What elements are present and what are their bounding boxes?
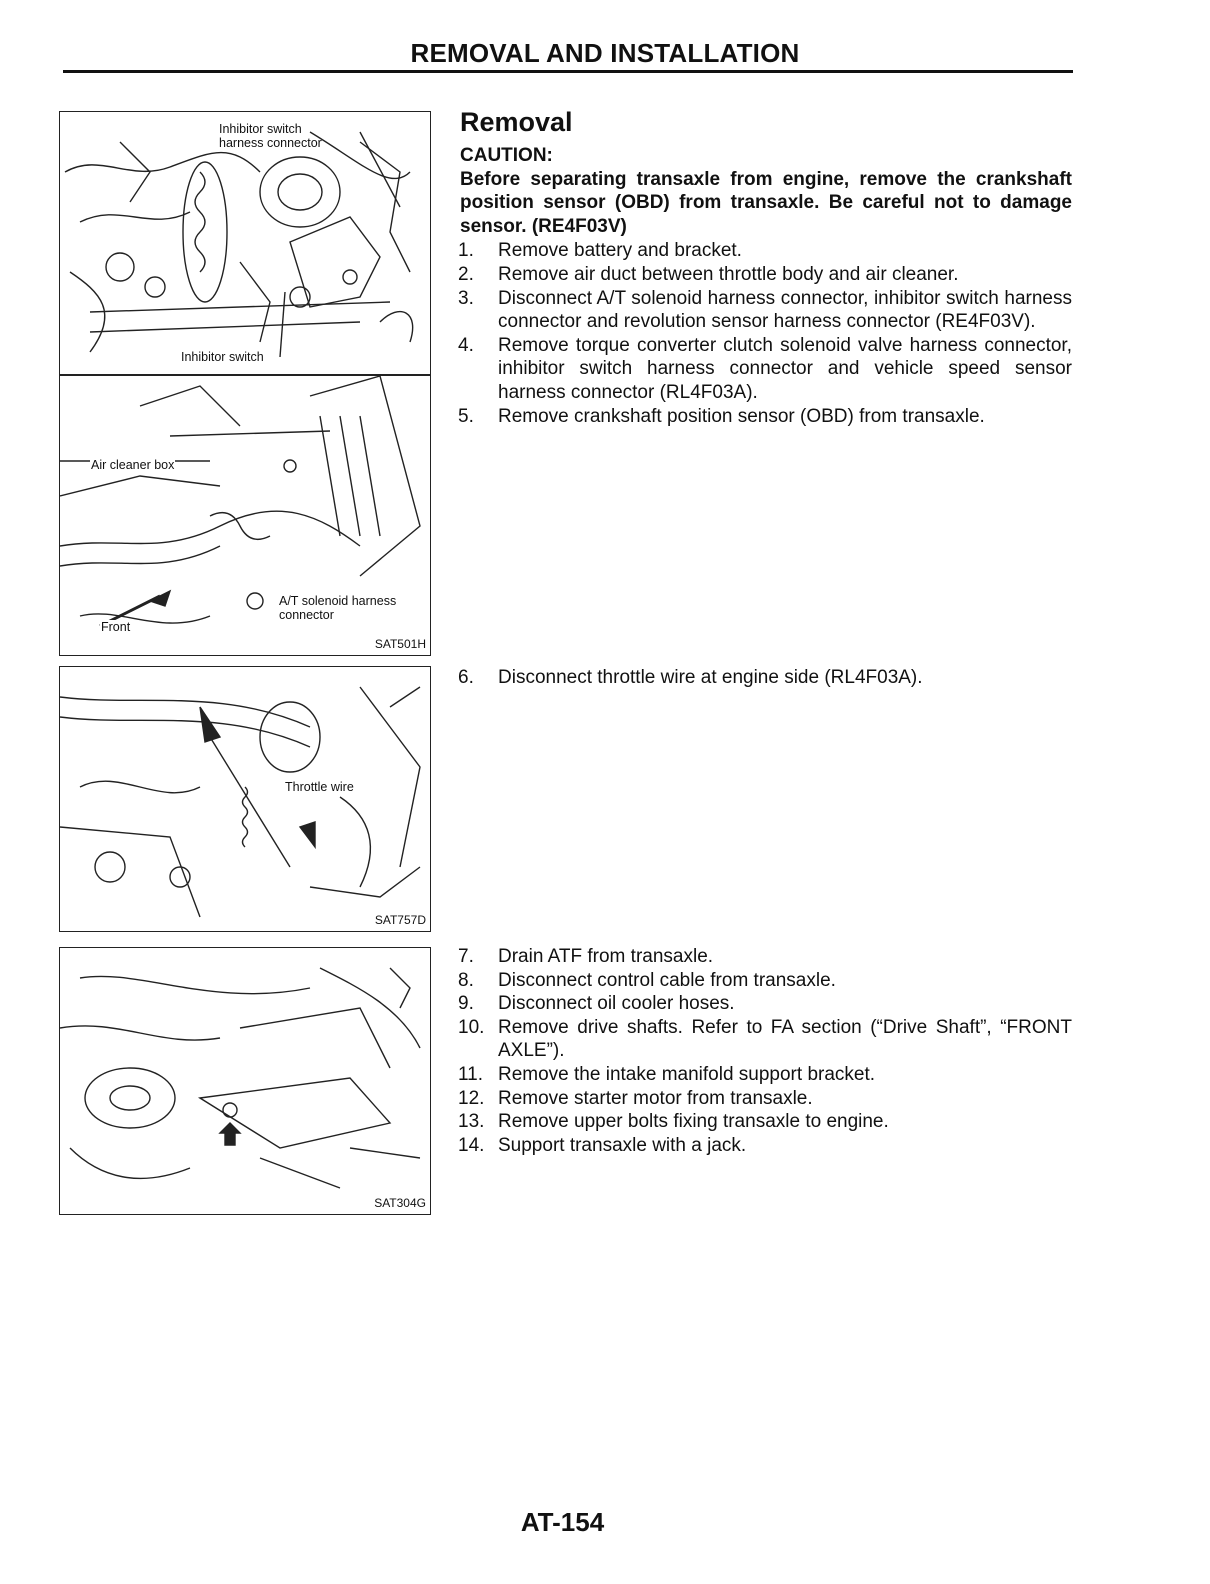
figure-sat757d	[59, 666, 431, 932]
drain-steps-section	[460, 945, 1072, 1157]
list-item: 4. Remove torque converter clutch solenoid valve harness connector, inhibitor switch harness connector and vehicle speed sensor harness connector (RL4F03A).	[458, 334, 1072, 403]
label-inhibitor-switch: Inhibitor switch	[181, 350, 264, 364]
steps-list-1	[460, 239, 1072, 428]
list-item: 12. Remove starter motor from transaxle.	[458, 1087, 813, 1109]
list-item: 7. Drain ATF from transaxle.	[458, 946, 714, 967]
list-item: 1. Remove battery and bracket.	[458, 240, 742, 262]
list-item: 11. Remove the intake manifold support bracket.	[458, 1063, 876, 1085]
page-number: AT-154	[520, 1507, 605, 1537]
steps-list-3	[460, 945, 1072, 1157]
label-at-solenoid-connector: A/T solenoid harness connector	[279, 594, 397, 622]
list-item: 3. Disconnect A/T solenoid harness connector, inhibitor switch harness connector and revolution sensor harness connector (RE4F03V).	[458, 287, 1072, 333]
figure-sat501h	[59, 111, 431, 656]
figure-code: SAT501H	[374, 637, 426, 651]
list-item: 9. Disconnect oil cooler hoses.	[458, 993, 735, 1015]
throttle-step-section	[460, 666, 1072, 690]
engine-illustration-upper	[60, 112, 430, 374]
figure-code: SAT304G	[374, 1196, 426, 1210]
list-item: 2. Remove air duct between throttle body and air cleaner.	[458, 263, 959, 285]
label-air-cleaner-box: Air cleaner box	[91, 458, 175, 472]
label-front: Front	[101, 620, 131, 634]
figure-code: SAT757D	[374, 913, 426, 927]
removal-section	[460, 106, 1072, 428]
label-throttle-wire: Throttle wire	[285, 780, 354, 794]
throttle-wire-illustration	[60, 667, 430, 931]
list-item: 5. Remove crankshaft position sensor (OBD) from transaxle.	[458, 405, 985, 427]
page-title: REMOVAL AND INSTALLATION	[410, 38, 800, 68]
label-inhibitor-switch-connector: Inhibitor switch harness connector	[219, 122, 322, 150]
list-item: 6. Disconnect throttle wire at engine side (RL4F03A).	[458, 667, 923, 688]
list-item: 14. Support transaxle with a jack.	[458, 1134, 747, 1156]
figure-sat304g	[59, 947, 431, 1215]
list-item: 13. Remove upper bolts fixing transaxle to engine.	[458, 1111, 889, 1133]
title-rule	[63, 70, 1073, 73]
transaxle-drain-illustration	[60, 948, 430, 1214]
list-item: 8. Disconnect control cable from transaxle.	[458, 969, 836, 991]
steps-list-2	[460, 666, 1072, 690]
caution-text: Before separating transaxle from engine, remove the crankshaft position sensor (OBD) from transaxle. Be careful not to damage sensor. (RE4F03V)	[460, 168, 1072, 237]
list-item: 10. Remove drive shafts. Refer to FA section (“Drive Shaft”, “FRONT AXLE”).	[458, 1016, 1072, 1062]
section-heading: Removal	[460, 107, 573, 137]
caution-label: CAUTION:	[460, 145, 553, 166]
